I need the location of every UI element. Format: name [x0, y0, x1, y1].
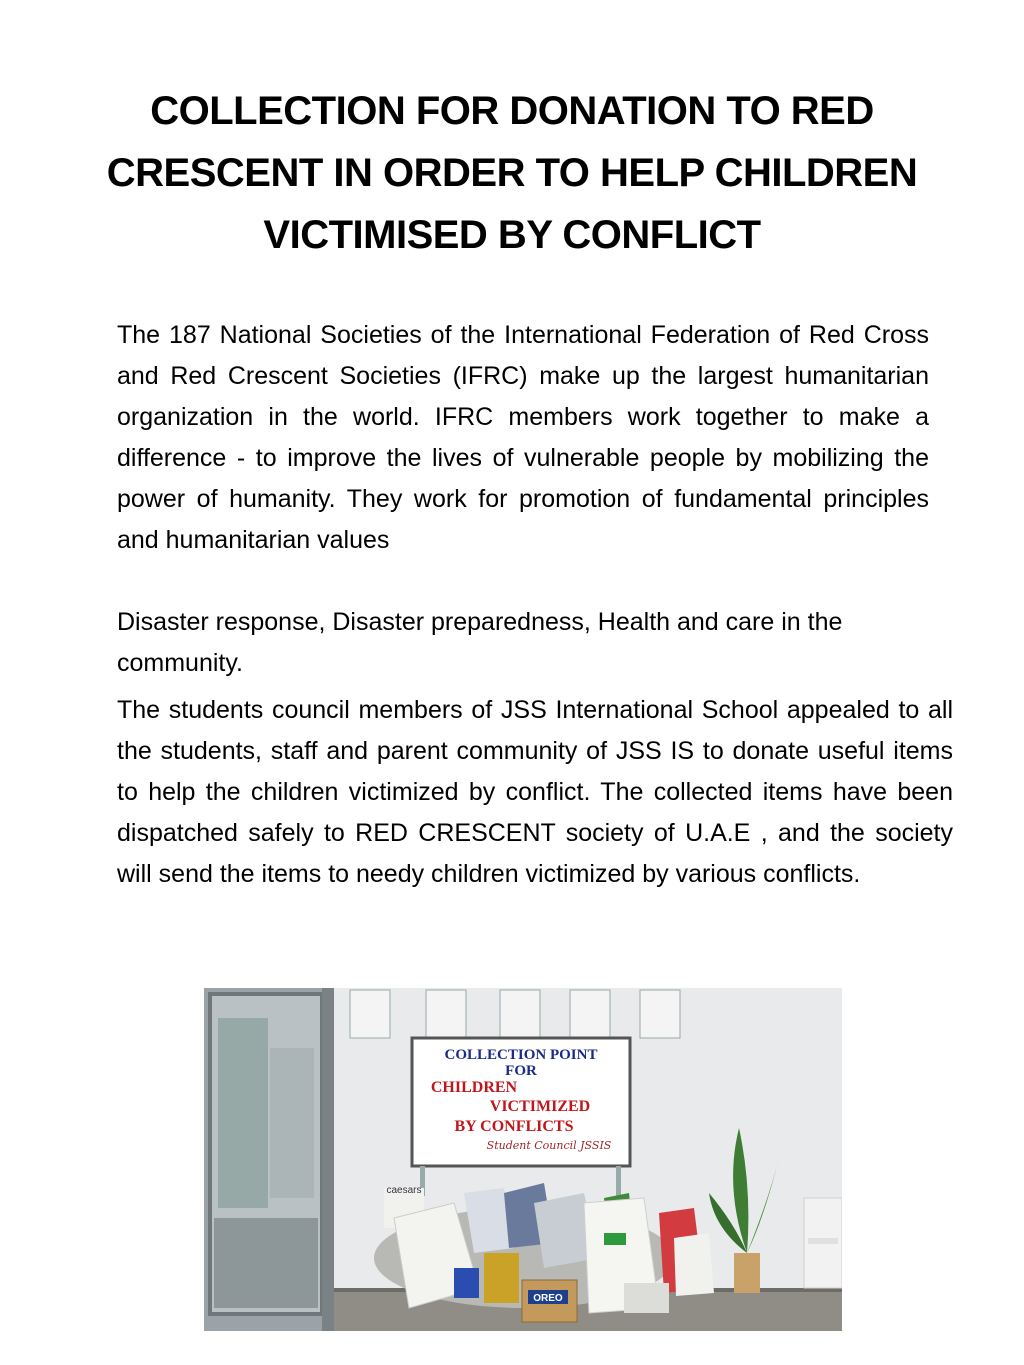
page-title: COLLECTION FOR DONATION TO RED CRESCENT IN ORDER TO HELP CHILDREN VICTIMISED BY CONFLICT: [106, 89, 918, 257]
sign-signature: Student Council JSSIS: [486, 1139, 612, 1152]
bag-label: caesars: [386, 1185, 422, 1196]
school-paragraph: The students council members of JSS International School appealed to all the students, staff and parent community of JSS IS to donate useful items to help the children victimized by conflict. The collected items have been dispatched safely to RED CRESCENT society of U.A.E , and the society will send the items to needy children victimized by various conflicts.: [117, 696, 953, 888]
sign-line-2: FOR: [505, 1063, 537, 1079]
sign-line-5: BY CONFLICTS: [454, 1118, 574, 1135]
areas-paragraph: Disaster response, Disaster preparedness, Health and care in the community.: [117, 608, 843, 677]
ifrc-paragraph: The 187 National Societies of the International Federation of Red Cross and Red Crescent Societies (IFRC) make up the largest humanitarian organization in the world. IFRC members work together to make a difference - to improve the lives of vulnerable people by mobilizing the power of humanity. They work for promotion of fundamental principles and humanitarian values: [117, 321, 929, 554]
box-label: OREO: [533, 1293, 563, 1304]
sign-line-3: CHILDREN: [430, 1079, 518, 1096]
sign-line-1: COLLECTION POINT: [444, 1047, 598, 1063]
collection-point-photo: [204, 988, 842, 1331]
sign-line-4: VICTIMIZED: [489, 1098, 591, 1115]
